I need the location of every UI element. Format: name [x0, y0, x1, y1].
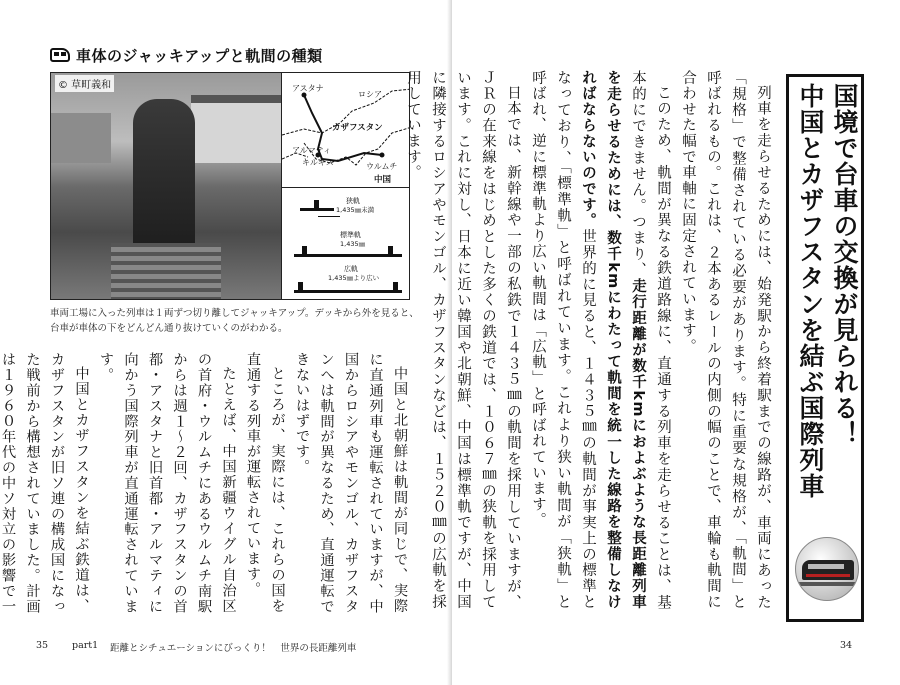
page-number-left: 35	[36, 640, 49, 651]
map-label-kazakhstan: カザフスタン	[332, 123, 383, 133]
gauge-name: 標準軌	[340, 231, 361, 239]
body-text: このため、軌間が異なる鉄道路線に、直通する列車を走らせることは、基本的にできません。つまり、	[630, 70, 671, 610]
page-number-right: 34	[840, 640, 853, 651]
body-text: 世界的に見ると、１４３５㎜の軌間が事実上の標準となっており、「標準軌」と呼ばれています。これより狭い軌間が「狭軌」と呼ばれ、逆に標準軌より広い軌間は「広軌」と呼ばれています。	[530, 70, 596, 611]
left-body-text	[0, 352, 412, 614]
body-paragraph: ところが、実際には、これらの国を直通する列車が運転されています。	[245, 352, 286, 614]
body-paragraph	[400, 70, 525, 610]
gauge-broad	[294, 264, 402, 296]
gauge-diagram	[281, 188, 410, 300]
section-heading	[50, 44, 410, 66]
map-label-kyrgyzstan: キルギス	[302, 158, 334, 167]
body-paragraph: 中国とカザフスタンを結ぶ鉄道は、カザフスタンが旧ソ連の構成国になった戦前から構想されていました。計画は１９６０年代の中ソ対立の影響で一	[0, 352, 90, 614]
photo-credit: © 草町義和	[55, 75, 114, 92]
map-label-urumqi: ウルムチ	[366, 162, 398, 171]
headline	[793, 83, 861, 523]
gauge-name: 広軌	[344, 265, 358, 273]
map-label-russia: ロシア	[358, 90, 382, 99]
body-paragraph	[525, 70, 675, 610]
headline-line-1: 国境で台車の交換が見られる！	[830, 83, 859, 447]
section-title: 車体のジャッキアップと軌間の種類	[76, 46, 323, 65]
right-body-text	[405, 70, 775, 611]
route-map	[281, 73, 410, 188]
headline-box	[786, 74, 864, 622]
gauge-standard	[294, 230, 402, 260]
map-label-china: 中国	[374, 175, 392, 185]
globe-train-icon	[795, 537, 859, 601]
emphasis-text: 走行距離が数千kmにおよぶような長距離列車を走らせるためには、数千kmにわたって軌間を統一した線路を整備しなければならないのです。	[580, 70, 646, 610]
body-paragraph	[675, 70, 775, 610]
body-paragraph: 中国と北朝鮮は軌間が同じで、実際に直通列車も運転されていますが、中国からロシアやモンゴル、カザフスタンへは軌間が異なるため、直通運転できないはずです。	[294, 352, 408, 614]
running-footer-part: part1	[72, 640, 99, 651]
gauge-name: 狭軌	[346, 197, 360, 205]
workshop-photo	[51, 73, 281, 300]
gauge-size: 1,435㎜未満	[336, 206, 375, 214]
headline-line-2: 中国とカザフスタンを結ぶ国際列車	[796, 83, 825, 499]
running-footer-title: 距離とシチュエーションにびっくり！ 世界の長距離列車	[110, 643, 357, 654]
body-paragraph: たとえば、中国新疆ウイグル自治区の首府・ウルムチにあるウルムチ南駅からは週１〜２回、カザフスタンの首都・アスタナと旧首都・アルマティに向かう国際列車が直通運転されています。	[98, 352, 237, 614]
gauge-size: 1,435㎜	[340, 240, 366, 248]
figure-caption: 車両工場に入った列車は１両ずつ切り離してジャッキアップ。デッキから外を見ると、台車が車体の下をどんどん通り抜けていくのがわかる。	[50, 308, 419, 334]
figure-photo-map	[50, 72, 410, 300]
map-label-almaty: アルマティ	[292, 146, 332, 155]
map-label-astana: アスタナ	[292, 84, 324, 93]
body-text: 列車を走らせるためには、始発駅から終着駅までの線路が、車両にあった「規格」で整備されている必要があります。特に重要な規格が、「軌間」と呼ばれるもの。これは、２本あるレールの内側の幅のことで、車輪も軌間に合わせた幅で車軸に固定されています。	[680, 70, 771, 610]
gauge-size: 1,435㎜より広い	[328, 274, 380, 282]
train-icon	[50, 48, 70, 62]
gauge-narrow	[294, 196, 402, 226]
body-text: 日本では、新幹線や一部の私鉄で１４３５㎜の軌間を採用していますが、ＪＲの在来線をはじめとした多くの鉄道では、１０６７㎜の狭軌を採用しています。これに対し、日本に近い韓国や北朝鮮、中国は標準軌ですが、中国に隣接するロシアやモンゴル、カザフスタンなどは、１５２０㎜の広軌を採用しています。	[405, 70, 521, 610]
